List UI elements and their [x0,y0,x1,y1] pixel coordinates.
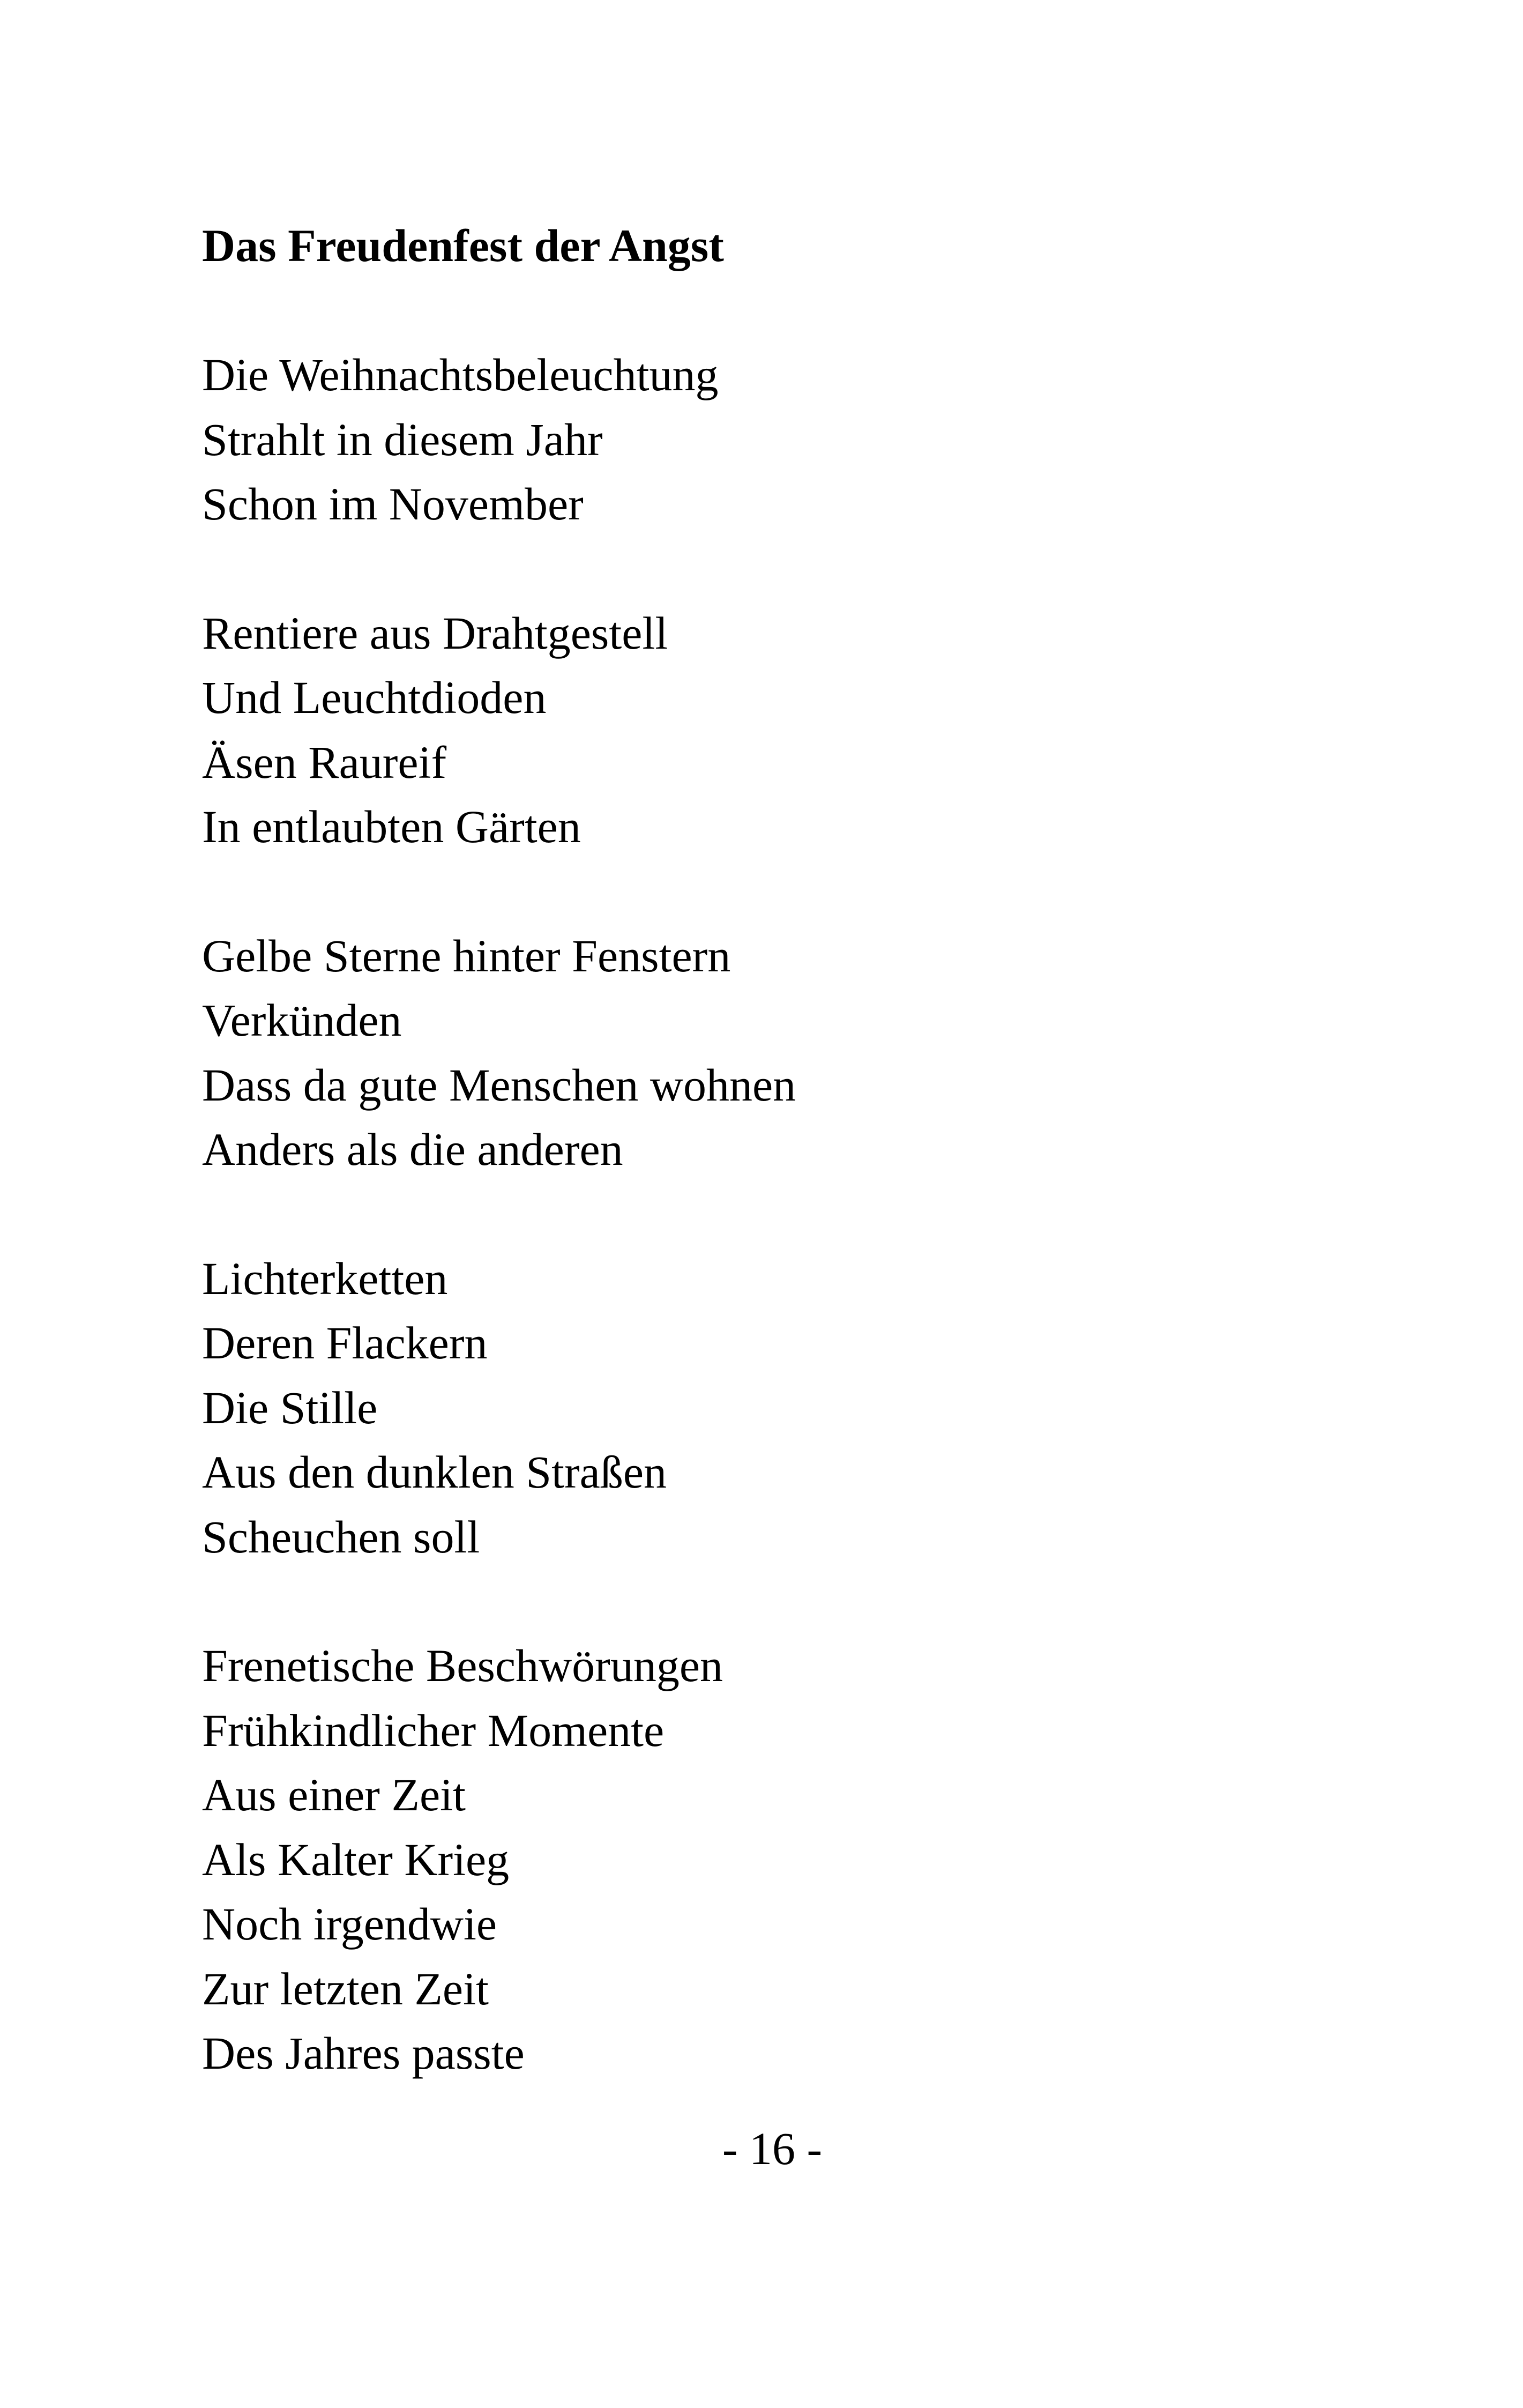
poem-line: Noch irgendwie [202,1898,497,1950]
poem-line: Als Kalter Krieg [202,1833,510,1885]
poem-line: Strahlt in diesem Jahr [202,413,603,465]
poem-line: In entlaubten Gärten [202,801,581,852]
poem-line: Des Jahres passte [202,2027,525,2079]
poem-line: Frühkindlicher Momente [202,1704,665,1756]
poem-line: Rentiere aus Drahtgestell [202,607,668,659]
stanza [202,1246,1381,1570]
poem-line: Aus den dunklen Straßen [202,1446,667,1498]
poem-line: Die Stille [202,1381,378,1433]
poem-line: Verkünden [202,994,402,1046]
stanza [202,601,1381,859]
page-number: - 16 - [722,2123,823,2174]
stanza [202,924,1381,1182]
poem-line: Schon im November [202,478,584,530]
poem-line: Zur letzten Zeit [202,1963,489,2015]
poem-line: Dass da gute Menschen wohnen [202,1059,796,1111]
poem-line: Aus einer Zeit [202,1769,466,1820]
poem-line: Anders als die anderen [202,1124,623,1175]
poem-body [202,343,1381,2086]
poem-line: Frenetische Beschwörungen [202,1640,723,1691]
stanza [202,343,1381,537]
poem-line: Deren Flackern [202,1317,488,1369]
poem-line: Lichterketten [202,1252,448,1304]
poem-line: Und Leuchtdioden [202,672,547,723]
stanza [202,1633,1381,2086]
poem-content [202,213,1381,2150]
poem-line: Gelbe Sterne hinter Fenstern [202,930,731,982]
poem-line: Scheuchen soll [202,1511,480,1563]
poem-title: Das Freudenfest der Angst [202,220,724,271]
poem-line: Die Weihnachtsbeleuchtung [202,349,719,400]
poem-line: Äsen Raureif [202,736,447,788]
